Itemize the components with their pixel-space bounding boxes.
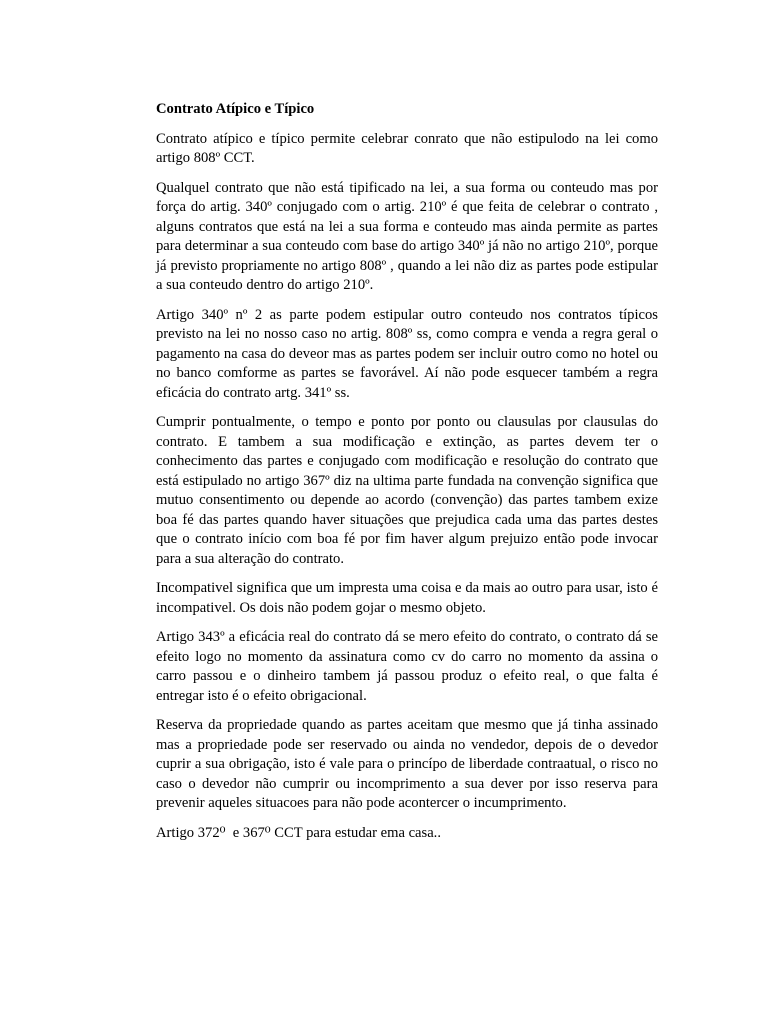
- document-title: Contrato Atípico e Típico: [156, 101, 315, 117]
- paragraph-punctual-compliance: Cumprir pontualmente, o tempo e ponto por ponto ou clausulas por clausulas do contrato. E tambem a sua modificação e extinção, as partes devem ter o conhecimento das partes e conjugado com modificação e resolução do contrato que está estipulado no artigo 367º diz na ultima parte fundada na convenção significa que mutuo consentimento ou depende ao acordo (convenção) das partes tambem exize boa fé das partes quando haver situações que prejudica cada uma das partes destes que o contrato início com boa fé por fim haver algum prejuizo então pode invocar para a sua alteração do contrato.: [156, 414, 658, 567]
- study-note-text: Artigo 372⁰ e 367⁰ CCT para estudar ema casa..: [156, 824, 441, 841]
- paragraph-article-340: Artigo 340º nº 2 as parte podem estipular outro conteudo nos contratos típicos previsto na lei no nosso caso no artig. 808º ss, como compra e venda a regra geral o pagamento na casa do deveor mas as partes podem ser incluir outro como no hotel ou no banco comforme as partes se favorável. Aí não pode esquecer também a regra eficácia do contrato artg. 341º ss.: [156, 306, 658, 401]
- paragraph-article-343: Artigo 343º a eficácia real do contrato dá se mero efeito do contrato, o contrato dá se efeito logo no momento da assinatura como cv do carro no momento da assina o carro passou e o dinheiro tambem já passou produz o efeito real, o que falta é entregar isto é o efeito obrigacional.: [156, 629, 658, 704]
- paragraph-study-note: [156, 824, 658, 844]
- paragraph-atypical-contract: Qualquel contrato que não está tipificado na lei, a sua forma ou conteudo mas por força do artig. 340º conjugado com o artig. 210º é que feita de celebrar o contrato , alguns contratos que está na lei a sua forma e conteudo mas ainda permite as partes para determinar a sua conteudo com base do artigo 340º já não no artigo 210º, porque já previsto propriamente no artigo 808º , quando a lei não diz as partes pode estipular a sua conteudo dentro do artigo 210º.: [156, 179, 658, 293]
- paragraph-property-reservation: Reserva da propriedade quando as partes aceitam que mesmo que já tinha assinado mas a propriedade pode ser reservado ou ainda no vendedor, depois de o devedor cuprir a sua obrigação, isto é vale para o princípo de liberdade contraatual, o risco no caso o devedor não cumprir ou incomprimento a sua dever por isso reserva para prevenir aqueles situacoes para não pode acontercer o incumprimento.: [156, 717, 658, 811]
- paragraph-intro: Contrato atípico e típico permite celebrar conrato que não estipulodo na lei como artigo 808º CCT.: [156, 130, 658, 166]
- document-body: [156, 100, 658, 853]
- paragraph-incompatible: Incompativel significa que um impresta uma coisa e da mais ao outro para usar, isto é incompativel. Os dois não podem gojar o mesmo objeto.: [156, 580, 658, 616]
